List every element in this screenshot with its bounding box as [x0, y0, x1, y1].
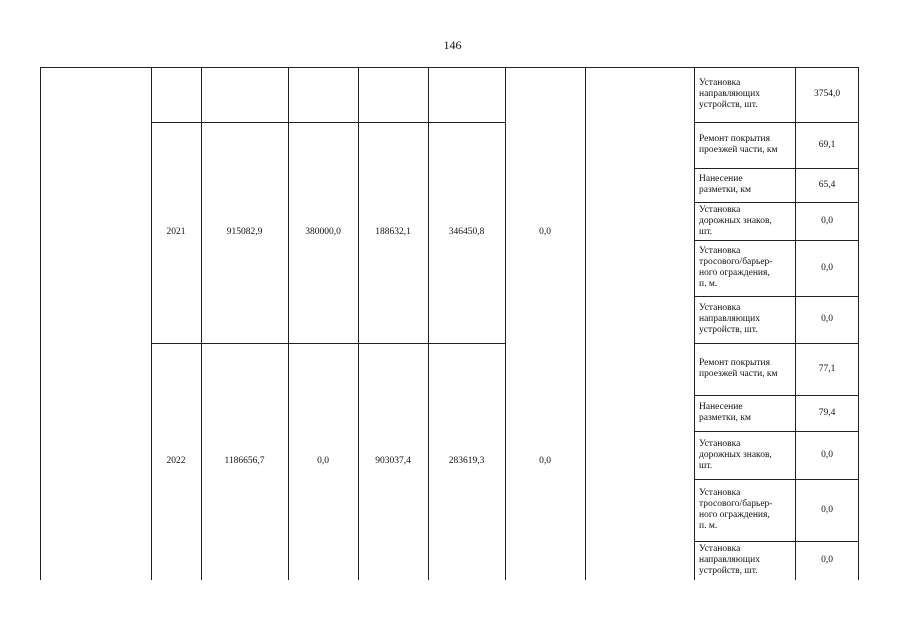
indicator-name — [694, 67, 795, 122]
page-number: 146 — [443, 38, 462, 52]
budget-cell: 0,0 — [317, 456, 329, 466]
indicator-name-line: Нанесение — [699, 402, 743, 412]
indicator-name-line: п. м. — [699, 521, 718, 531]
indicator-name-line: устройств, шт. — [699, 566, 758, 576]
indicator-value: 77,1 — [818, 363, 836, 374]
indicator-name-line: разметки, км — [699, 185, 752, 195]
indicator-name-line: устройств, шт. — [699, 325, 758, 335]
budget-cell: 188632,1 — [375, 227, 411, 237]
table-border-left — [40, 67, 41, 580]
budget-table — [40, 67, 859, 580]
indicator-name-line: Установка — [699, 303, 741, 313]
indicator-name-line: Установка — [699, 246, 741, 256]
budget-cell: 0,0 — [539, 227, 551, 237]
budget-cell: 346450,8 — [448, 227, 485, 237]
indicator-name — [694, 431, 795, 479]
indicator-value: 79,4 — [818, 407, 836, 418]
budget-cell: 0,0 — [539, 456, 551, 466]
year-cell: 2022 — [166, 456, 186, 466]
indicator-name-line: Установка — [699, 204, 741, 215]
column-divider — [585, 67, 586, 580]
indicator-name-line: проезжей части, км — [699, 369, 778, 379]
indicator-name-line: направляющих — [699, 89, 760, 99]
indicator-name — [694, 168, 795, 202]
total-cell: 915082,9 — [226, 227, 263, 237]
indicator-name-line: шт. — [699, 460, 713, 471]
budget-cell: 283619,3 — [448, 456, 485, 466]
indicator-name — [694, 395, 795, 431]
indicator-name-line: ного ограждения, — [699, 268, 770, 278]
year-cell: 2021 — [166, 227, 186, 237]
indicator-name-line: разметки, км — [699, 413, 752, 423]
indicator-name — [694, 296, 795, 343]
indicator-name-line: Ремонт покрытия — [699, 358, 770, 368]
indicator-name-line: Установка — [699, 438, 741, 449]
indicator-name-line: дорожных знаков, — [699, 449, 772, 460]
indicator-name-line: устройств, шт. — [699, 100, 758, 110]
total-cell: 1186656,7 — [224, 456, 265, 466]
indicator-name-line: Ремонт покрытия — [699, 134, 770, 144]
indicator-name — [694, 479, 795, 541]
indicator-name-line: тросового/барьер- — [699, 499, 773, 509]
indicator-name-line: п. м. — [699, 279, 718, 289]
indicator-value: 69,1 — [818, 139, 836, 150]
indicator-name-line: тросового/барьер- — [699, 257, 773, 267]
indicator-name-line: направляющих — [699, 555, 760, 565]
indicator-name-line: дорожных знаков, — [699, 215, 772, 226]
indicator-value: 0,0 — [821, 449, 833, 460]
indicator-name — [694, 122, 795, 168]
indicator-name-line: Нанесение — [699, 174, 743, 184]
indicator-value: 0,0 — [821, 504, 833, 515]
indicator-name-line: Установка — [699, 78, 741, 88]
budget-cell: 380000,0 — [305, 227, 341, 237]
budget-cell: 903037,4 — [375, 456, 411, 466]
indicator-value: 0,0 — [821, 314, 833, 324]
indicator-value: 0,0 — [821, 215, 833, 226]
indicator-name — [694, 202, 795, 240]
indicator-name-line: направляющих — [699, 314, 760, 324]
indicator-value: 0,0 — [821, 262, 833, 273]
indicator-value: 0,0 — [821, 555, 833, 565]
indicator-name-line: ного ограждения, — [699, 510, 770, 520]
indicator-value: 65,4 — [818, 179, 836, 190]
indicator-name — [694, 541, 795, 580]
indicator-name-line: проезжей части, км — [699, 145, 778, 155]
indicator-value: 3754,0 — [813, 89, 841, 99]
indicator-name — [694, 343, 795, 395]
indicator-name-line: Установка — [699, 488, 741, 498]
indicator-name — [694, 240, 795, 296]
indicator-name-line: Установка — [699, 544, 741, 554]
indicator-name-line: шт. — [699, 226, 713, 237]
